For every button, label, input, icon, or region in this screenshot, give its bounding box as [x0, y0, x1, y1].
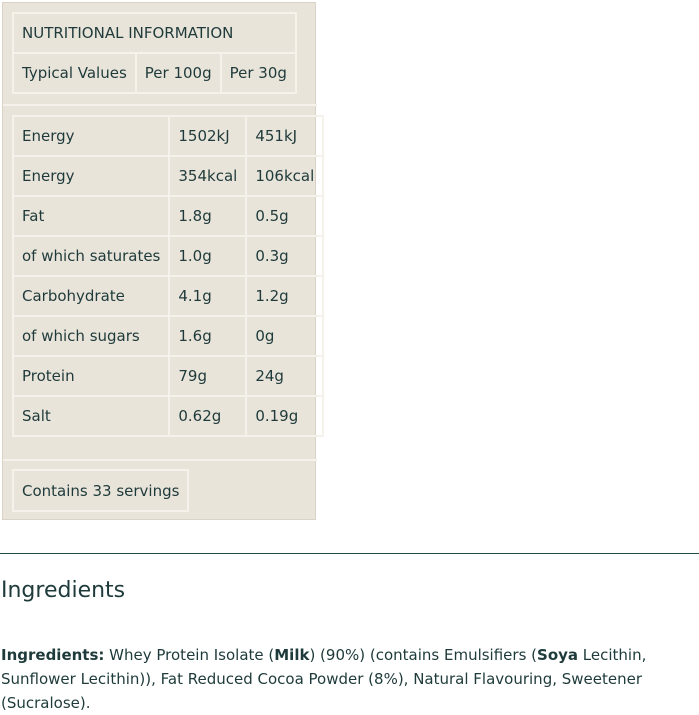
value-per-100g: 1.0g: [169, 236, 246, 276]
column-header: Per 30g: [221, 53, 296, 93]
allergen-milk: Milk: [274, 646, 310, 664]
value-per-30g: 0.5g: [246, 196, 323, 236]
horizontal-divider: [0, 553, 699, 554]
nutrition-title: NUTRITIONAL INFORMATION: [13, 13, 296, 53]
ingredients-segment: ) (90%) (contains Emulsifiers (: [309, 646, 538, 664]
value-per-100g: 1.6g: [169, 316, 246, 356]
allergen-soya: Soya: [537, 646, 579, 664]
section-divider: [3, 104, 317, 106]
value-per-30g: 0g: [246, 316, 323, 356]
value-per-100g: 1.8g: [169, 196, 246, 236]
value-per-30g: 106kcal: [246, 156, 323, 196]
ingredients-heading: Ingredients: [1, 578, 126, 603]
servings-count: Contains 33 servings: [13, 470, 188, 511]
nutrient-name: Energy: [13, 116, 169, 156]
table-row: [13, 316, 323, 356]
value-per-30g: 0.19g: [246, 396, 323, 436]
table-row: [13, 116, 323, 156]
value-per-30g: 1.2g: [246, 276, 323, 316]
table-row: [13, 276, 323, 316]
nutrient-name: Fat: [13, 196, 169, 236]
nutrient-name: Protein: [13, 356, 169, 396]
table-row: [13, 356, 323, 396]
nutrition-header-table: [12, 12, 297, 94]
table-row: [13, 236, 323, 276]
table-row: [13, 396, 323, 436]
table-row: [13, 196, 323, 236]
value-per-100g: 0.62g: [169, 396, 246, 436]
nutrition-values-table: [12, 115, 324, 437]
nutrient-name: Energy: [13, 156, 169, 196]
column-header: Per 100g: [136, 53, 221, 93]
value-per-100g: 354kcal: [169, 156, 246, 196]
ingredients-segment: Whey Protein Isolate (: [104, 646, 275, 664]
value-per-30g: 24g: [246, 356, 323, 396]
nutrient-name: Salt: [13, 396, 169, 436]
table-row: [13, 156, 323, 196]
value-per-100g: 4.1g: [169, 276, 246, 316]
nutrient-name: Carbohydrate: [13, 276, 169, 316]
value-per-30g: 451kJ: [246, 116, 323, 156]
ingredients-text: [1, 643, 691, 715]
servings-table: [12, 469, 189, 512]
ingredients-label: Ingredients:: [1, 646, 105, 664]
ingredients-segment: Lecithin, Sunflower Lecithin)), Fat Reduced Cocoa Powder (8%), Natural Flavouring, Sweetener (Sucralose).: [1, 646, 647, 712]
value-per-100g: 1502kJ: [169, 116, 246, 156]
value-per-100g: 79g: [169, 356, 246, 396]
column-header: Typical Values: [13, 53, 136, 93]
nutrient-name: of which sugars: [13, 316, 169, 356]
nutrient-name: of which saturates: [13, 236, 169, 276]
section-divider: [3, 459, 317, 461]
nutrition-panel: [2, 2, 316, 520]
value-per-30g: 0.3g: [246, 236, 323, 276]
